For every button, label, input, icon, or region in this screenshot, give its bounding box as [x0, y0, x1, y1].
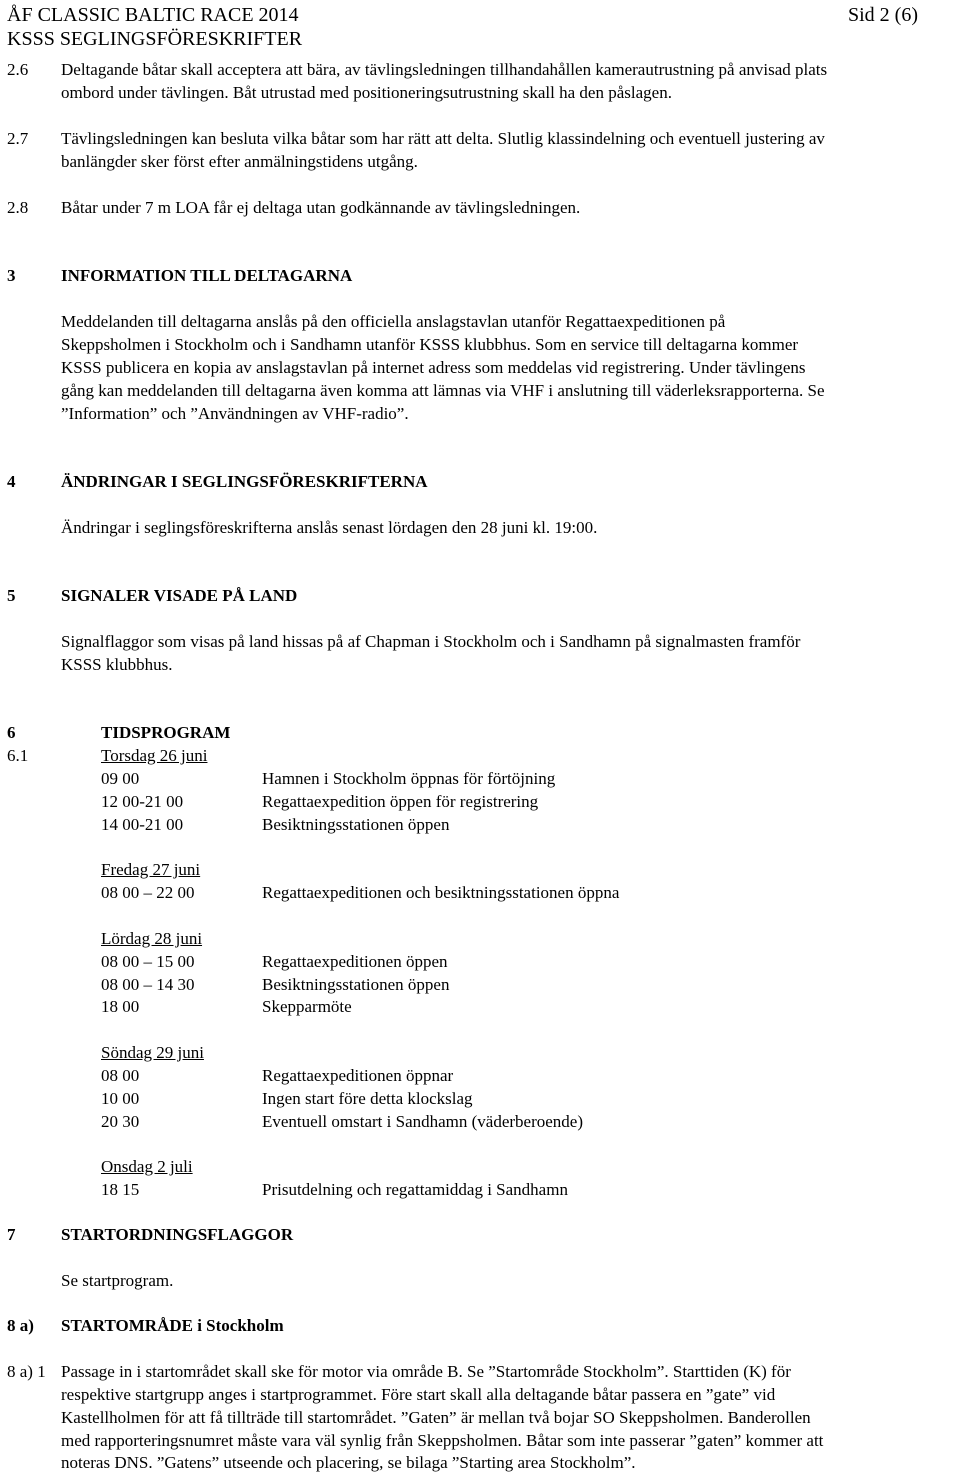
section-number: 5: [7, 586, 16, 605]
section-heading: ÄNDRINGAR I SEGLINGSFÖRESKRIFTERNA: [61, 472, 428, 491]
paragraph-line: Tävlingsledningen kan besluta vilka båtar som har rätt att delta. Slutlig klassindelning och eventuell justering av: [61, 129, 825, 148]
section-number: 2.6: [7, 60, 29, 79]
schedule-day: Onsdag 2 juli: [101, 1157, 193, 1176]
paragraph-line: banlängder sker först efter anmälningstidens utgång.: [61, 152, 418, 171]
schedule-event: Besiktningsstationen öppen: [262, 815, 450, 834]
schedule-day: Torsdag 26 juni: [101, 746, 208, 765]
paragraph-line: Skeppsholmen i Stockholm och i Sandhamn utanför KSSS klubbhus. Som en service till deltagarna kommer: [61, 335, 799, 354]
schedule-event: Regattaexpeditionen öppnar: [262, 1066, 454, 1085]
paragraph-line: ”Information” och ”Användningen av VHF-radio”.: [61, 404, 409, 423]
section-heading: STARTOMRÅDE i Stockholm: [61, 1316, 284, 1335]
paragraph-line: Kastellholmen för att få tillträde till startområdet. ”Gaten” är mellan två bojar SO Skeppsholmen. Banderollen: [61, 1408, 811, 1427]
schedule-time: 08 00: [101, 1066, 140, 1085]
paragraph-line: gång kan meddelanden till deltagarna även komma att lämnas via VHF i anslutning till väderleksrapporterna. Se: [61, 381, 825, 400]
paragraph-line: Ändringar i seglingsföreskrifterna anslås senast lördagen den 28 juni kl. 19:00.: [61, 518, 598, 537]
schedule-time: 12 00-21 00: [101, 792, 184, 811]
paragraph-line: Signalflaggor som visas på land hissas på af Chapman i Stockholm och i Sandhamn på signalmasten framför: [61, 632, 801, 651]
schedule-event: Regattaexpeditionen och besiktningsstationen öppna: [262, 883, 620, 902]
section-number: 4: [7, 472, 16, 491]
schedule-time: 20 30: [101, 1112, 140, 1131]
section-heading: STARTORDNINGSFLAGGOR: [61, 1225, 294, 1244]
section-heading: SIGNALER VISADE PÅ LAND: [61, 586, 298, 605]
paragraph-line: KSSS publicera en kopia av anslagstavlan på internet adress som meddelas vid registrering. Under tävlingens: [61, 358, 806, 377]
section-number: 3: [7, 266, 16, 285]
schedule-time: 18 15: [101, 1180, 140, 1199]
paragraph-line: ombord under tävlingen. Båt utrustad med positioneringsutrustning skall ha den påslagen.: [61, 83, 672, 102]
section-number: 7: [7, 1225, 16, 1244]
schedule-event: Regattaexpedition öppen för registrering: [262, 792, 539, 811]
schedule-day: Fredag 27 juni: [101, 860, 201, 879]
paragraph-line: Båtar under 7 m LOA får ej deltaga utan godkännande av tävlingsledningen.: [61, 198, 581, 217]
section-heading: TIDSPROGRAM: [101, 723, 231, 742]
paragraph-line: Meddelanden till deltagarna anslås på den officiella anslagstavlan utanför Regattaexpeditionen på: [61, 312, 726, 331]
schedule-time: 09 00: [101, 769, 140, 788]
paragraph-line: noteras DNS. ”Gatens” utseende och placering, se bilaga ”Starting area Stockholm”.: [61, 1453, 636, 1472]
schedule-event: Eventuell omstart i Sandhamn (väderberoende): [262, 1112, 583, 1131]
subsection-number: 6.1: [7, 746, 29, 765]
section-number: 6: [7, 723, 16, 742]
page-number: Sid 2 (6): [848, 4, 918, 26]
schedule-time: 18 00: [101, 997, 140, 1016]
section-number: 8 a): [7, 1316, 34, 1335]
paragraph-line: Passage in i startområdet skall ske för motor via område B. Se ”Startområde Stockholm”. Starttiden (K) för: [61, 1362, 791, 1381]
schedule-event: Skepparmöte: [262, 997, 352, 1016]
paragraph-line: KSSS klubbhus.: [61, 655, 173, 674]
schedule-time: 10 00: [101, 1089, 140, 1108]
paragraph-line: Deltagande båtar skall acceptera att bära, av tävlingsledningen tillhandahållen kamerautrustning på anvisad plats: [61, 60, 828, 79]
schedule-event: Regattaexpeditionen öppen: [262, 952, 448, 971]
section-number: 2.8: [7, 198, 29, 217]
schedule-time: 08 00 – 22 00: [101, 883, 195, 902]
schedule-time: 08 00 – 15 00: [101, 952, 195, 971]
paragraph-line: med rapporteringsnumret måste vara väl synlig från Skeppsholmen. Båtar som inte passerar ”gaten” kommer att: [61, 1431, 824, 1450]
paragraph-line: Se startprogram.: [61, 1271, 174, 1290]
schedule-day: Söndag 29 juni: [101, 1043, 204, 1062]
schedule-time: 14 00-21 00: [101, 815, 184, 834]
schedule-event: Ingen start före detta klockslag: [262, 1089, 473, 1108]
paragraph-line: respektive startgrupp anges i startprogrammet. Före start skall alla deltagande båtar passera en ”gate” vid: [61, 1385, 776, 1404]
schedule-event: Besiktningsstationen öppen: [262, 975, 450, 994]
section-heading: INFORMATION TILL DELTAGARNA: [61, 266, 353, 285]
doc-title: ÅF CLASSIC BALTIC RACE 2014: [7, 4, 299, 26]
section-number: 2.7: [7, 129, 29, 148]
schedule-event: Prisutdelning och regattamiddag i Sandhamn: [262, 1180, 568, 1199]
doc-subtitle: KSSS SEGLINGSFÖRESKRIFTER: [7, 28, 303, 50]
subsection-number: 8 a) 1: [7, 1362, 46, 1381]
schedule-day: Lördag 28 juni: [101, 929, 203, 948]
schedule-time: 08 00 – 14 30: [101, 975, 195, 994]
schedule-event: Hamnen i Stockholm öppnas för förtöjning: [262, 769, 556, 788]
